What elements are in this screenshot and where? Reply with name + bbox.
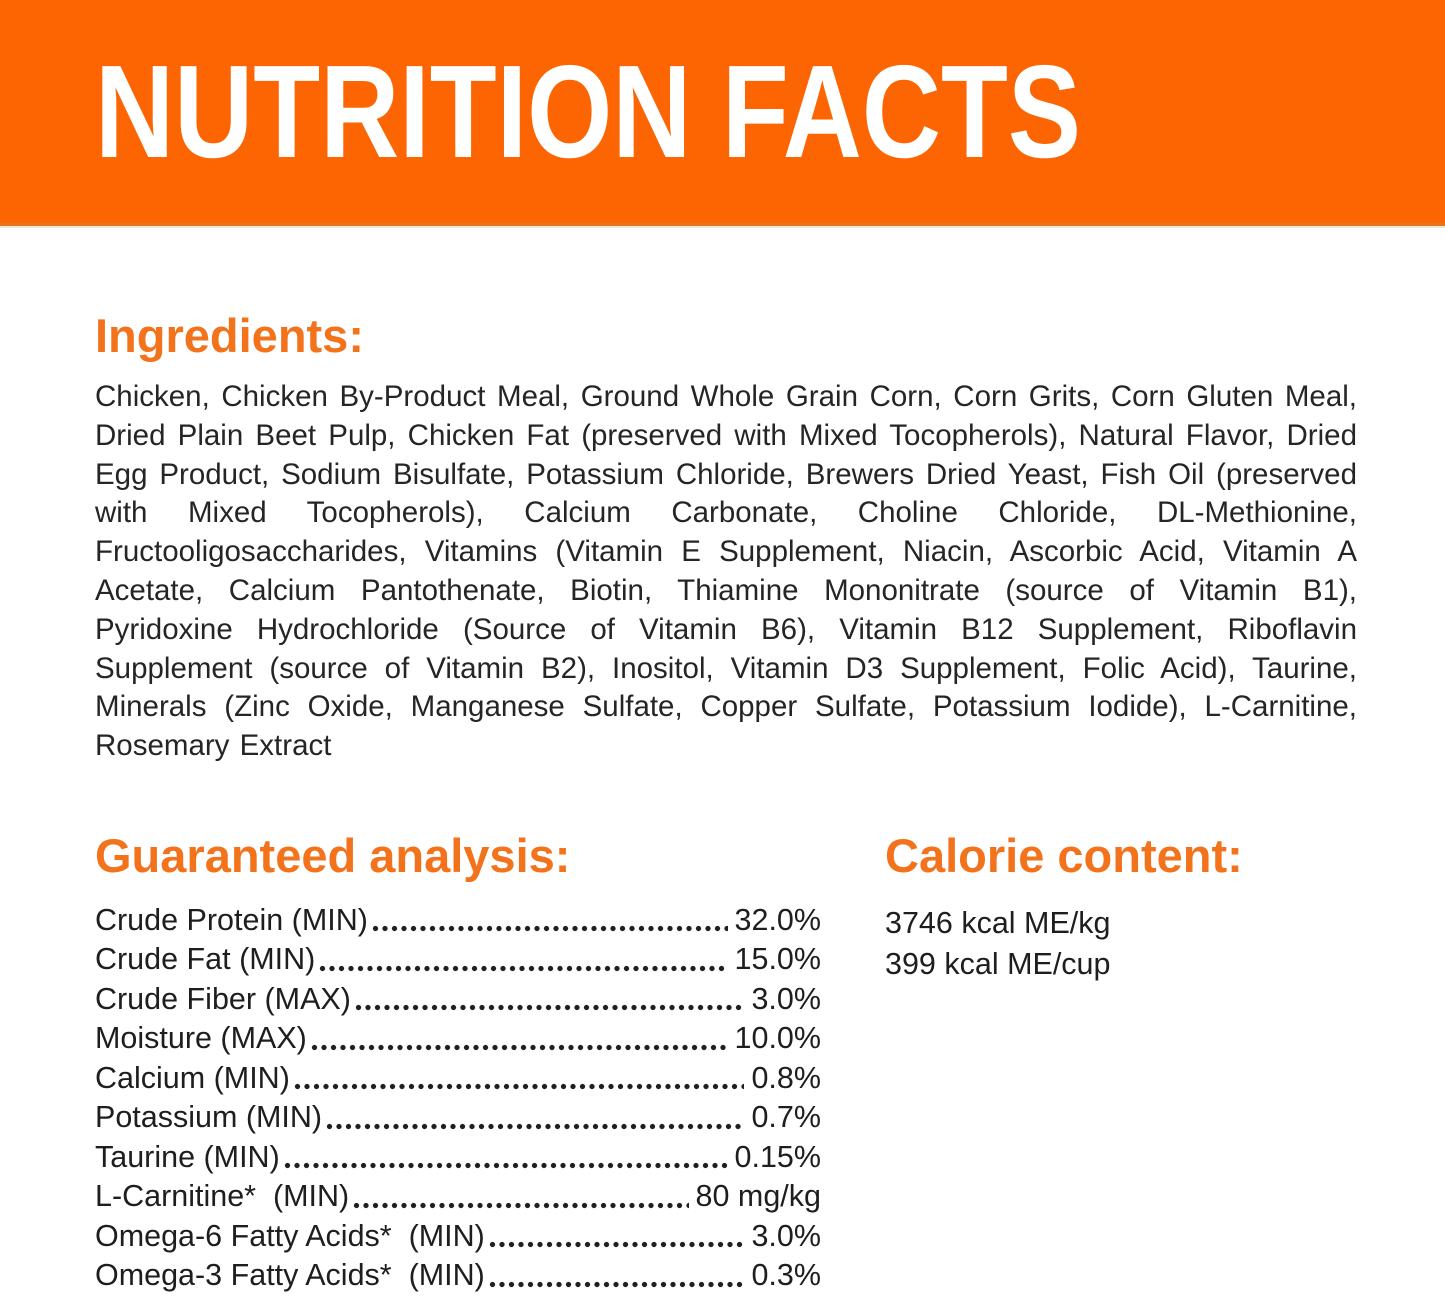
analysis-row-omega-3 (95, 1256, 821, 1296)
analysis-value: 10.0% (734, 1021, 821, 1056)
calorie-content-column (885, 828, 1357, 1296)
dot-leader (489, 1241, 745, 1248)
analysis-row-crude-fiber (95, 980, 821, 1020)
calorie-content-heading: Calorie content: (885, 828, 1243, 882)
analysis-value: 80 mg/kg (695, 1179, 821, 1214)
dot-leader (284, 1162, 728, 1169)
analysis-value: 32.0% (734, 902, 821, 937)
analysis-row-potassium (95, 1098, 821, 1138)
analysis-row-omega-6 (95, 1217, 821, 1257)
analysis-value: 0.8% (751, 1060, 821, 1095)
dot-leader (326, 1123, 744, 1130)
dot-leader (489, 1281, 745, 1288)
analysis-label: Crude Fiber (MAX) (95, 981, 351, 1016)
dot-leader (319, 965, 727, 972)
analysis-label: Crude Protein (MIN) (95, 902, 368, 937)
label-content (0, 308, 1445, 1296)
analysis-row-calcium (95, 1059, 821, 1099)
analysis-label: Crude Fat (MIN) (95, 942, 316, 977)
guaranteed-analysis-column (95, 828, 821, 1296)
analysis-row-moisture (95, 1019, 821, 1059)
analysis-row-crude-fat (95, 940, 821, 980)
analysis-label: Taurine (MIN) (95, 1139, 280, 1174)
ingredients-paragraph: Chicken, Chicken By-Product Meal, Ground Whole Grain Corn, Corn Grits, Corn Gluten Meal, Dried Plain Beet Pulp, Chicken Fat (preserved with Mixed Tocopherols), Natural Flavor, Dried Egg Product, Sodium Bisulfate, Potassium Chloride, Brewers Dried Yeast, Fish Oil (preserved with Mixed Tocopherols), Calcium Carbonate, Choline Chloride, DL-Methionine, Fructooligosaccharides, Vitamins (Vitamin E Supplement, Niacin, Ascorbic Acid, Vitamin A Acetate, Calcium Pantothenate, Biotin, Thiamine Mononitrate (source of Vitamin B1), Pyridoxine Hydrochloride (Source of Vitamin B6), Vitamin B12 Supplement, Riboflavin Supplement (source of Vitamin B2), Inositol, Vitamin D3 Supplement, Folic Acid), Taurine, Minerals (Zinc Oxide, Manganese Sulfate, Copper Sulfate, Potassium Iodide), L-Carnitine, Rosemary Extract (95, 380, 1357, 763)
dot-leader (294, 1083, 745, 1090)
analysis-value: 15.0% (734, 942, 821, 977)
analysis-label: L-Carnitine* (MIN) (95, 1179, 350, 1214)
guaranteed-analysis-heading: Guaranteed analysis: (95, 828, 571, 882)
analysis-label: Omega-6 Fatty Acids* (MIN) (95, 1218, 485, 1253)
analysis-value: 0.7% (751, 1100, 821, 1135)
calorie-content-lines (885, 903, 1357, 985)
ingredients-heading: Ingredients: (95, 309, 364, 362)
dot-leader (355, 1004, 745, 1011)
analysis-label: Potassium (MIN) (95, 1100, 323, 1135)
guaranteed-analysis-list (95, 901, 821, 1296)
page-title: NUTRITION FACTS (95, 38, 1081, 185)
analysis-value: 3.0% (751, 1218, 821, 1253)
analysis-row-l-carnitine (95, 1177, 821, 1217)
header-banner (0, 0, 1445, 226)
dot-leader (353, 1202, 688, 1209)
analysis-label: Calcium (MIN) (95, 1060, 290, 1095)
analysis-label: Moisture (MAX) (95, 1021, 307, 1056)
analysis-value: 0.15% (734, 1139, 821, 1174)
analysis-value: 0.3% (751, 1258, 821, 1293)
calorie-per-cup: 399 kcal ME/cup (885, 946, 1111, 981)
analysis-row-crude-protein (95, 901, 821, 941)
dot-leader (372, 925, 728, 932)
dot-leader (311, 1044, 728, 1051)
analysis-label: Omega-3 Fatty Acids* (MIN) (95, 1258, 485, 1293)
analysis-value: 3.0% (751, 981, 821, 1016)
analysis-calorie-section (95, 828, 1357, 1296)
calorie-per-kg: 3746 kcal ME/kg (885, 905, 1111, 940)
analysis-row-taurine (95, 1138, 821, 1178)
